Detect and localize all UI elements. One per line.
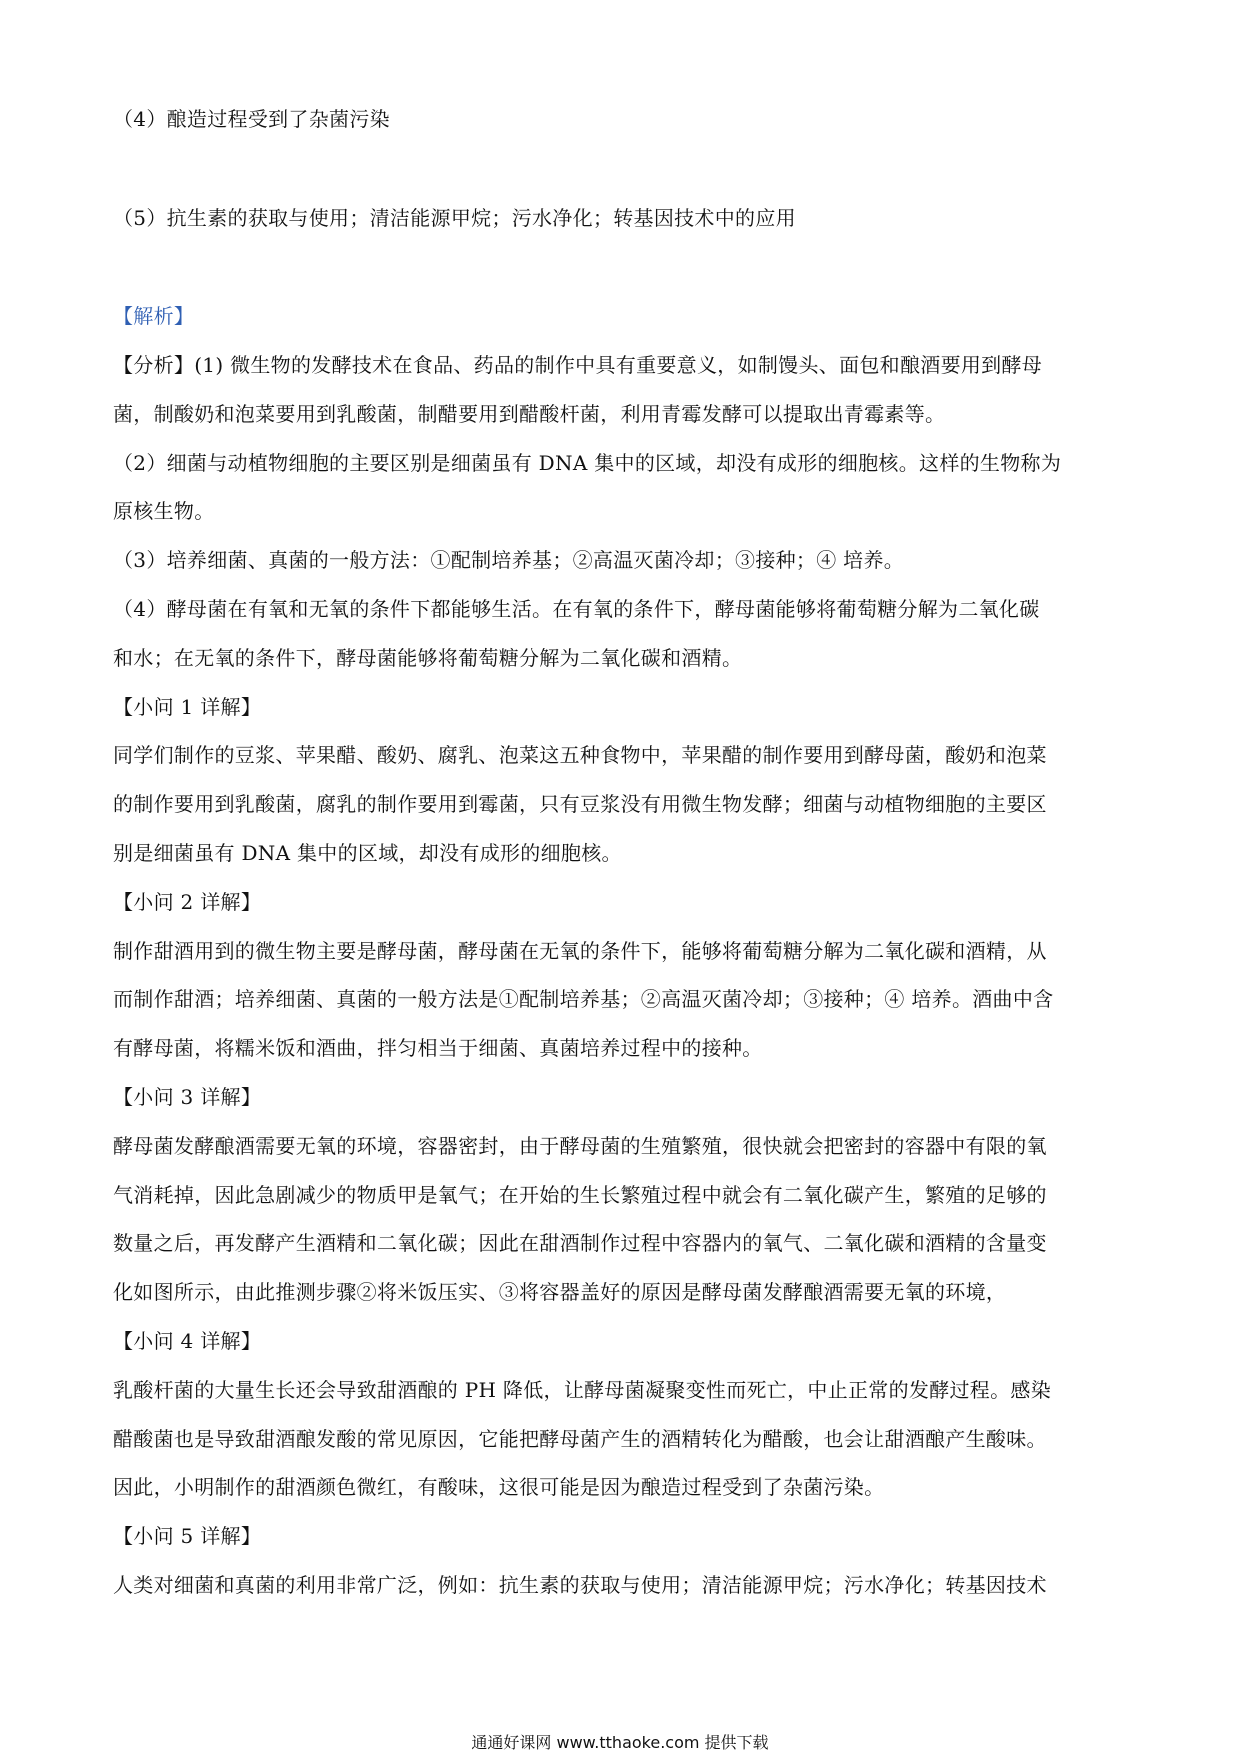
q4-line: 乳酸杆菌的大量生长还会导致甜酒酿的 PH 降低，让酵母菌凝聚变性而死亡，中止正常的发酵过程。感染 bbox=[113, 1378, 1052, 1402]
q3-line: 气消耗掉，因此急剧减少的物质甲是氧气；在开始的生长繁殖过程中就会有二氧化碳产生，繁殖的足够的 bbox=[113, 1183, 1047, 1207]
q5-header: 【小问 5 详解】 bbox=[113, 1524, 262, 1548]
q4-line: 醋酸菌也是导致甜酒酿发酸的常见原因，它能把酵母菌产生的酒精转化为醋酸，也会让甜酒酿产生酸味。 bbox=[113, 1427, 1047, 1451]
q2-header: 【小问 2 详解】 bbox=[113, 890, 262, 914]
analysis-line: 原核生物。 bbox=[113, 499, 215, 523]
q3-header: 【小问 3 详解】 bbox=[113, 1085, 262, 1109]
q3-line: 化如图所示，由此推测步骤②将米饭压实、③将容器盖好的原因是酵母菌发酵酿酒需要无氧的环境， bbox=[113, 1280, 1007, 1304]
q1-line: 同学们制作的豆浆、苹果醋、酸奶、腐乳、泡菜这五种食物中，苹果醋的制作要用到酵母菌，酸奶和泡菜 bbox=[113, 743, 1047, 767]
analysis-line: 【分析】(1) 微生物的发酵技术在食品、药品的制作中具有重要意义，如制馒头、面包和酿酒要用到酵母 bbox=[113, 353, 1043, 377]
analysis-line: （2）细菌与动植物细胞的主要区别是细菌虽有 DNA 集中的区域，却没有成形的细胞核。这样的生物称为 bbox=[113, 451, 1062, 475]
analysis-header: 【解析】 bbox=[113, 304, 195, 328]
footer-download-notice: 通通好课网 www.tthaoke.com 提供下载 bbox=[471, 1733, 769, 1752]
analysis-line: （4）酵母菌在有氧和无氧的条件下都能够生活。在有氧的条件下，酵母菌能够将葡萄糖分解为二氧化碳 bbox=[113, 597, 1040, 621]
q1-line: 别是细菌虽有 DNA 集中的区域，却没有成形的细胞核。 bbox=[113, 841, 622, 865]
q1-header: 【小问 1 详解】 bbox=[113, 695, 262, 719]
q4-header: 【小问 4 详解】 bbox=[113, 1329, 262, 1353]
q3-line: 数量之后，再发酵产生酒精和二氧化碳；因此在甜酒制作过程中容器内的氧气、二氧化碳和酒精的含量变 bbox=[113, 1231, 1047, 1255]
analysis-line: （3）培养细菌、真菌的一般方法：①配制培养基；②高温灭菌冷却；③接种；④ 培养。 bbox=[113, 548, 905, 572]
analysis-line: 菌，制酸奶和泡菜要用到乳酸菌，制醋要用到醋酸杆菌，利用青霉发酵可以提取出青霉素等。 bbox=[113, 402, 946, 426]
q2-line: 而制作甜酒；培养细菌、真菌的一般方法是①配制培养基；②高温灭菌冷却；③接种；④ 培养。酒曲中含 bbox=[113, 987, 1054, 1011]
analysis-line: 和水；在无氧的条件下，酵母菌能够将葡萄糖分解为二氧化碳和酒精。 bbox=[113, 646, 743, 670]
q3-line: 酵母菌发酵酿酒需要无氧的环境，容器密封，由于酵母菌的生殖繁殖，很快就会把密封的容器中有限的氧 bbox=[113, 1134, 1047, 1158]
answer-4: （4）酿造过程受到了杂菌污染 bbox=[113, 107, 390, 131]
q2-line: 有酵母菌，将糯米饭和酒曲，拌匀相当于细菌、真菌培养过程中的接种。 bbox=[113, 1036, 763, 1060]
q4-line: 因此，小明制作的甜酒颜色微红，有酸味，这很可能是因为酿造过程受到了杂菌污染。 bbox=[113, 1475, 885, 1499]
q2-line: 制作甜酒用到的微生物主要是酵母菌，酵母菌在无氧的条件下，能够将葡萄糖分解为二氧化碳和酒精，从 bbox=[113, 939, 1047, 963]
answer-5: （5）抗生素的获取与使用；清洁能源甲烷；污水净化；转基因技术中的应用 bbox=[113, 206, 796, 230]
q5-line: 人类对细菌和真菌的利用非常广泛，例如：抗生素的获取与使用；清洁能源甲烷；污水净化；转基因技术 bbox=[113, 1573, 1047, 1597]
q1-line: 的制作要用到乳酸菌，腐乳的制作要用到霉菌，只有豆浆没有用微生物发酵；细菌与动植物细胞的主要区 bbox=[113, 792, 1047, 816]
